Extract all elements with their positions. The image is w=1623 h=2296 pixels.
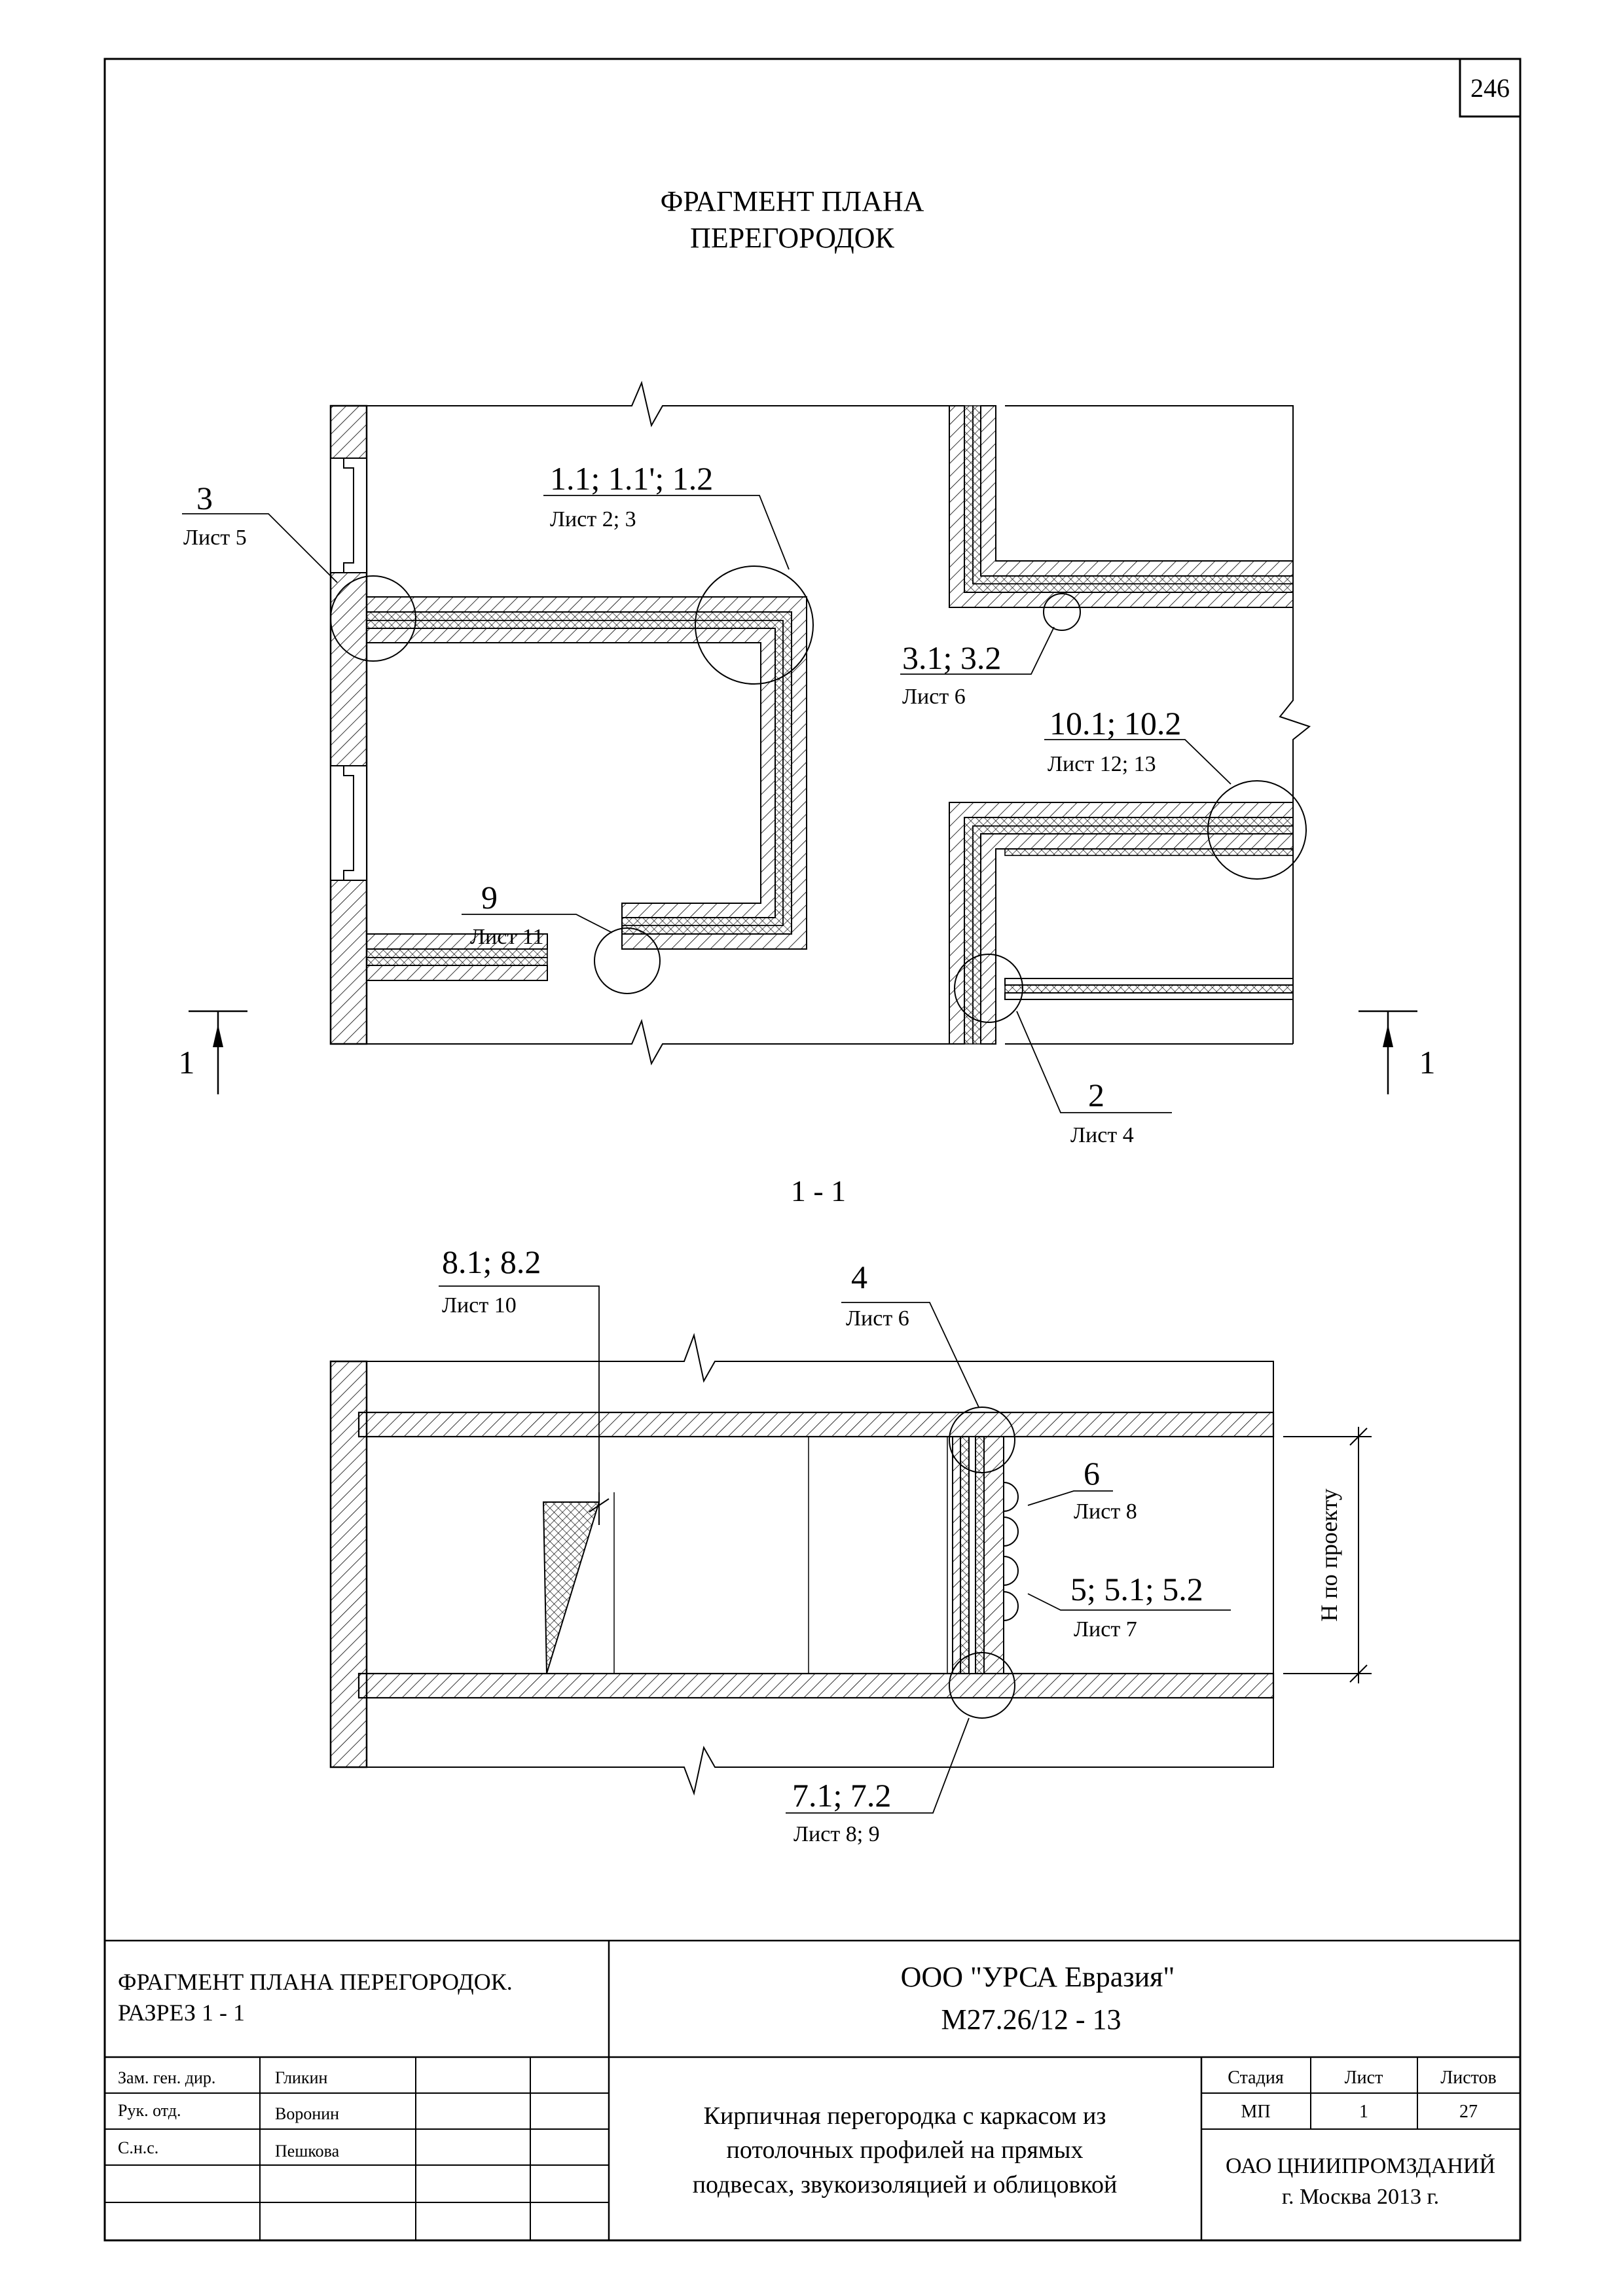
role-0-name: Гликин <box>275 2068 328 2087</box>
callout-1-1-sheet: Лист 2; 3 <box>550 507 636 531</box>
description-line2: потолочных профилей на прямых <box>726 2136 1084 2164</box>
stage-value: МП <box>1241 2102 1271 2122</box>
callout-9-sheet: Лист 11 <box>470 925 544 949</box>
callout-6-id: 6 <box>1084 1455 1100 1492</box>
section-outline <box>331 1335 1273 1793</box>
sheet-header: Лист <box>1344 2068 1383 2088</box>
callout-2-id: 2 <box>1088 1077 1104 1113</box>
callout-10-1-sheet: Лист 12; 13 <box>1048 752 1156 776</box>
sheets-total-value: 27 <box>1459 2102 1478 2122</box>
callout-4-sheet: Лист 6 <box>846 1306 909 1331</box>
section-cut-markers <box>189 1011 1417 1094</box>
plan-partition-upper-right <box>949 406 1293 607</box>
callout-3-sheet: Лист 5 <box>183 526 247 550</box>
stage-header: Стадия <box>1228 2068 1284 2088</box>
sheet-value: 1 <box>1359 2102 1368 2122</box>
plan-title-line2: ПЕРЕГОРОДОК <box>690 222 894 254</box>
role-1: Рук. отд. <box>118 2101 181 2120</box>
document-code: М27.26/12 - 13 <box>941 2003 1122 2036</box>
sheet-number: 246 <box>1470 73 1510 103</box>
section-marker-right: 1 <box>1419 1044 1436 1081</box>
callout-7-1-id: 7.1; 7.2 <box>792 1777 892 1814</box>
city-year: г. Москва 2013 г. <box>1281 2185 1440 2209</box>
callout-6-sheet: Лист 8 <box>1074 1499 1137 1524</box>
callout-8-1-id: 8.1; 8.2 <box>442 1244 541 1280</box>
section-marker-left: 1 <box>178 1044 195 1081</box>
callout-3-1-sheet: Лист 6 <box>902 685 966 709</box>
callout-5-id: 5; 5.1; 5.2 <box>1070 1571 1203 1607</box>
role-2-name: Пешкова <box>275 2142 340 2161</box>
drawing-title-line1: ФРАГМЕНТ ПЛАНА ПЕРЕГОРОДОК. <box>118 1969 513 1995</box>
plan-exterior-wall <box>331 406 367 1044</box>
section-upper-slab <box>359 1412 1273 1437</box>
height-label: Н по проекту <box>1316 1488 1342 1622</box>
role-2: С.н.с. <box>118 2138 159 2157</box>
callout-7-1-sheet: Лист 8; 9 <box>793 1822 880 1846</box>
callout-1-1-id: 1.1; 1.1'; 1.2 <box>550 460 714 497</box>
callout-10-1-id: 10.1; 10.2 <box>1049 705 1182 742</box>
plan-partition-main <box>367 597 807 949</box>
plan-partition-lower-right <box>949 802 1293 1044</box>
callout-4-id: 4 <box>851 1259 867 1295</box>
plan-title-line1: ФРАГМЕНТ ПЛАНА <box>660 185 924 217</box>
section-detail-wedge <box>543 1502 599 1674</box>
callout-5-sheet: Лист 7 <box>1074 1617 1137 1641</box>
role-1-name: Воронин <box>275 2104 340 2123</box>
role-0: Зам. ген. дир. <box>118 2068 216 2087</box>
callout-3-id: 3 <box>196 480 213 516</box>
callout-2-sheet: Лист 4 <box>1070 1123 1134 1147</box>
callout-3-1-id: 3.1; 3.2 <box>902 639 1002 676</box>
section-lower-slab <box>359 1674 1273 1698</box>
description-line3: подвесах, звукоизоляцией и облицовкой <box>692 2171 1118 2198</box>
company-name: ООО "УРСА Евразия" <box>900 1961 1175 1993</box>
organization-name: ОАО ЦНИИПРОМЗДАНИЙ <box>1225 2154 1496 2178</box>
description-line1: Кирпичная перегородка с каркасом из <box>703 2102 1106 2130</box>
drawing-title-line2: РАЗРЕЗ 1 - 1 <box>118 2000 246 2026</box>
sheet-frame <box>105 59 1520 2240</box>
section-drawing <box>331 1335 1372 1793</box>
sheets-header: Листов <box>1440 2068 1497 2088</box>
section-title: 1 - 1 <box>790 1174 847 1208</box>
callout-9-id: 9 <box>481 879 498 916</box>
callout-8-1-sheet: Лист 10 <box>442 1293 517 1318</box>
